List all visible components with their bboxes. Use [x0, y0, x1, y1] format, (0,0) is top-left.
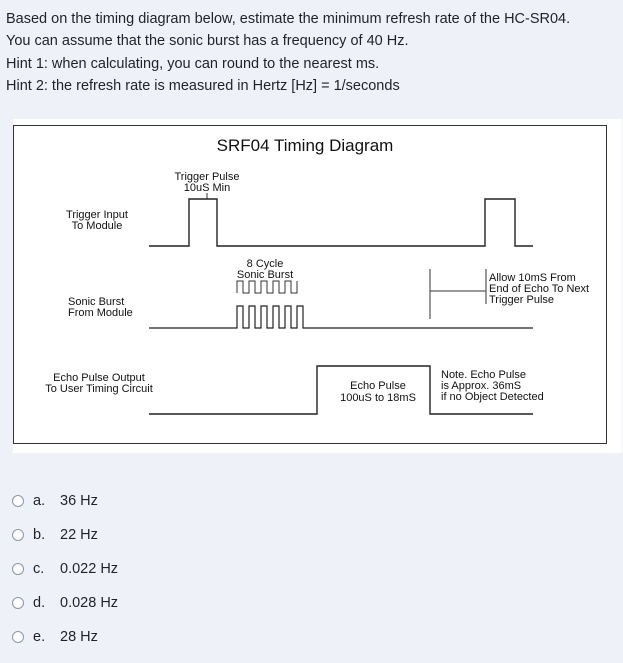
hint-line: Hint 2: the refresh rate is measured in Hertz [Hz] = 1/seconds: [6, 77, 400, 94]
sonic-burst-cycle-label: Sonic Burst: [236, 269, 294, 281]
option-letter: a.: [33, 493, 46, 509]
allow-note-line: Trigger Pulse: [489, 294, 555, 306]
option-text: 22 Hz: [60, 527, 98, 543]
cycle-label: 8 Cycle: [246, 258, 284, 270]
echo-note-line: is Approx. 36mS: [441, 380, 522, 392]
diagram-title: SRF04 Timing Diagram: [216, 136, 394, 155]
echo-note-line: Note. Echo Pulse: [441, 369, 526, 381]
option-letter: b.: [33, 527, 46, 543]
echo-pulse-label: Echo Pulse: [350, 380, 406, 392]
radio-button[interactable]: [12, 529, 24, 541]
option-text: 36 Hz: [60, 493, 98, 509]
echo-note-line: if no Object Detected: [441, 391, 544, 403]
timing-diagram-image: [13, 119, 622, 453]
option-text: 28 Hz: [60, 629, 98, 645]
option-b[interactable]: [12, 518, 118, 552]
allow-note-line: End of Echo To Next: [489, 283, 590, 295]
option-letter: d.: [33, 595, 46, 611]
option-text: 0.028 Hz: [60, 595, 119, 611]
trigger-waveform: [149, 199, 533, 246]
radio-button[interactable]: [12, 597, 24, 609]
cycle-preview: [237, 281, 297, 293]
radio-button[interactable]: [12, 495, 24, 507]
echo-output-label: Echo Pulse Output: [53, 372, 145, 384]
radio-button[interactable]: [12, 631, 24, 643]
timing-diagram-svg: [13, 119, 622, 453]
option-text: 0.022 Hz: [60, 561, 119, 577]
option-a[interactable]: [12, 484, 118, 518]
trigger-input-module-label: To Module: [71, 220, 123, 232]
hint-line: Hint 1: when calculating, you can round to the nearest ms.: [6, 55, 380, 72]
sonic-burst-label: Sonic Burst: [68, 296, 125, 308]
radio-button[interactable]: [12, 563, 24, 575]
option-letter: e.: [33, 629, 46, 645]
question-line: Based on the timing diagram below, estimate the minimum refresh rate of the HC-SR04.: [6, 11, 571, 27]
sonic-burst-module-label: From Module: [68, 307, 133, 319]
echo-output-circuit-label: To User Timing Circuit: [45, 383, 153, 395]
trigger-pulse-min-label: 10uS Min: [183, 182, 231, 194]
question-text: [6, 8, 618, 97]
option-c[interactable]: [12, 552, 118, 586]
answer-options: [12, 484, 118, 654]
allow-note-line: Allow 10mS From: [489, 272, 576, 284]
option-e[interactable]: [12, 620, 118, 654]
option-letter: c.: [33, 561, 45, 577]
echo-pulse-range-label: 100uS to 18mS: [340, 392, 416, 404]
option-d[interactable]: [12, 586, 118, 620]
question-line: You can assume that the sonic burst has a frequency of 40 Hz.: [6, 33, 409, 50]
sonic-burst-waveform: [149, 306, 533, 328]
trigger-input-label: Trigger Input: [66, 209, 128, 221]
trigger-pulse-label: Trigger Pulse: [174, 171, 240, 183]
